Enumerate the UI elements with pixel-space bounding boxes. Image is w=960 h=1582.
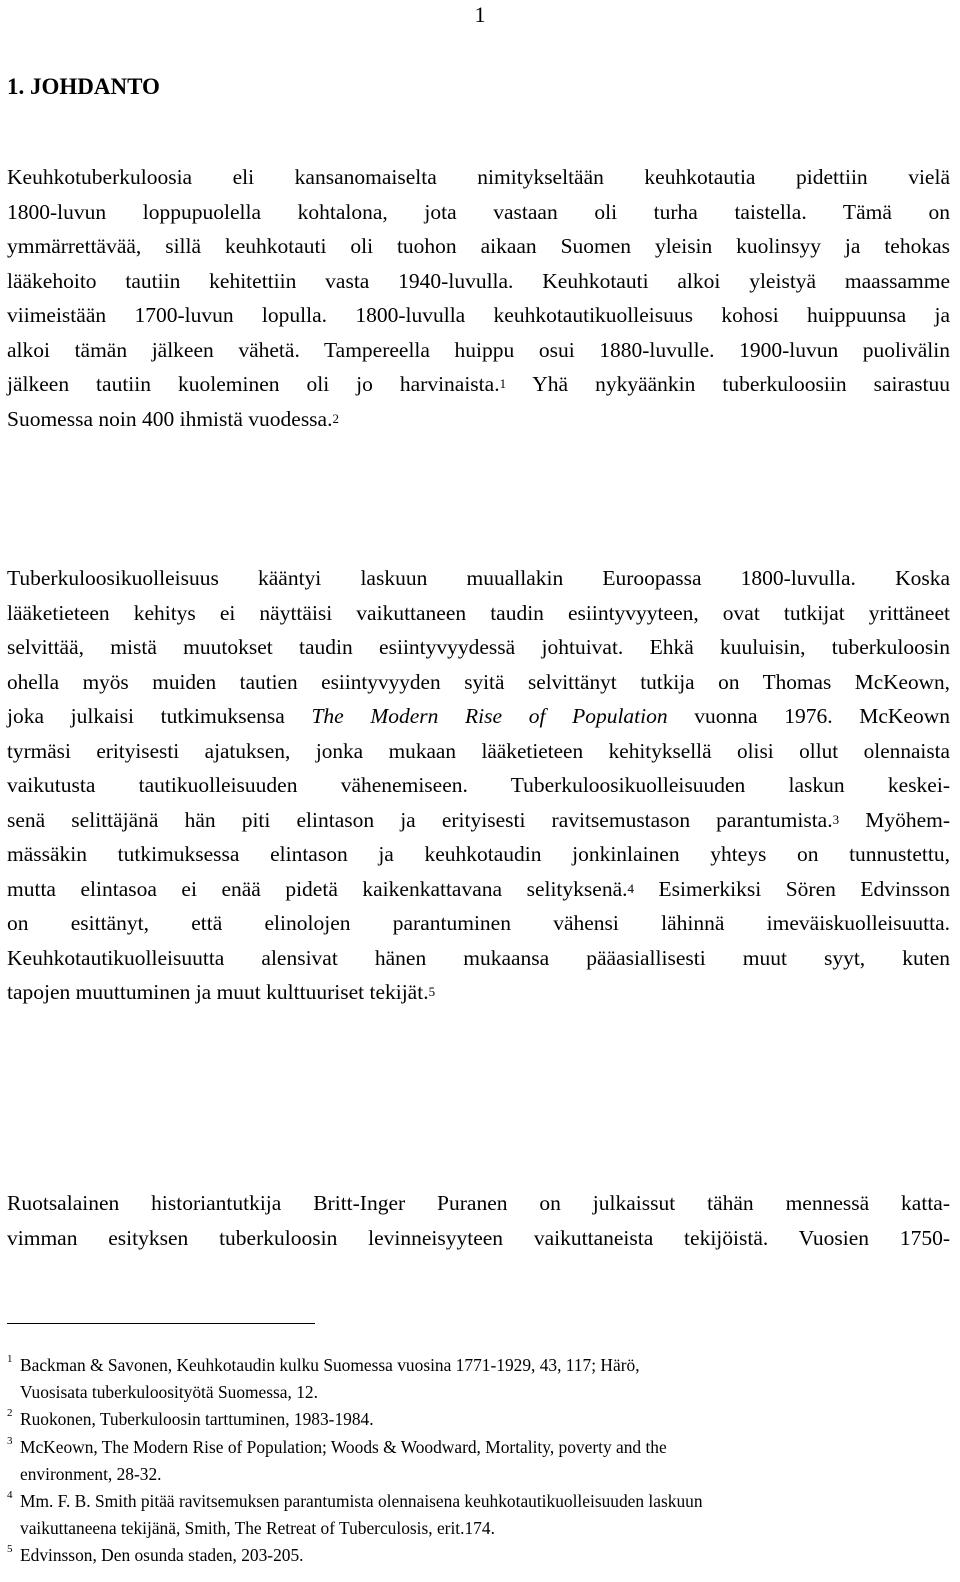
footnote-2 xyxy=(7,1406,957,1433)
text-segment: mutta elintasoa ei enää pidetä kaikenkattavana selityksenä. xyxy=(7,876,628,901)
text-segment: Esimerkiksi Sören Edvinsson xyxy=(658,876,950,901)
text-line xyxy=(7,803,950,838)
text-line: vimman esityksen tuberkuloosin levinneisyyteen vaikuttaneista tekijöistä. Vuosien 1750- xyxy=(7,1225,950,1250)
text-line: Tuberkuloosikuolleisuus kääntyi laskuun muuallakin Euroopassa 1800-luvulla. Koska xyxy=(7,566,950,590)
text-line: mässäkin tutkimuksessa elintason ja keuhkotaudin jonkinlainen yhteys on tunnustettu, xyxy=(7,842,950,866)
footnote-ref-1: 1 xyxy=(499,376,507,391)
text-segment: senä selittäjänä hän piti elintason ja erityisesti ravitsemustason parantumista. xyxy=(7,807,833,832)
footnote-text: Edvinsson, Den osunda staden, 203-205. xyxy=(20,1545,304,1566)
footnote-ref-4: 4 xyxy=(627,880,634,896)
text-line xyxy=(7,367,950,402)
footnote-4 xyxy=(7,1488,957,1542)
text-line xyxy=(7,872,950,907)
text-line: Keuhkotautikuolleisuutta alensivat hänen mukaansa pääasiallisesti muut syyt, kuten xyxy=(7,945,950,970)
footnote-text: Vuosisata tuberkuloosityötä Suomessa, 12. xyxy=(20,1382,318,1403)
text-segment: Suomessa noin 400 ihmistä vuodessa. xyxy=(7,406,333,431)
text-line: on esittänyt, että elinolojen parantuminen vähensi lähinnä imeväiskuolleisuutta. xyxy=(7,911,950,935)
footnote-ref-5: 5 xyxy=(428,984,436,999)
text-segment: joka julkaisi tutkimuksensa xyxy=(7,704,285,728)
text-line: lääketieteen kehitys ei näyttäisi vaikuttaneen taudin esiintyvyyteen, ovat tutkijat yrittäneet xyxy=(7,600,950,625)
text-line: ymmärrettävää, sillä keuhkotauti oli tuohon aikaan Suomen yleisin kuolinsyy ja tehokas xyxy=(7,234,950,258)
text-line: Keuhkotuberkuloosia eli kansanomaiselta nimitykseltään keuhkotautia pidettiin vielä xyxy=(7,165,950,189)
text-segment: tapojen muuttuminen ja muut kulttuuriset tekijät. xyxy=(7,980,429,1004)
footnote-text: Mm. F. B. Smith pitää ravitsemuksen parantumista olennaisena keuhkotautikuolleisuuden laskuun xyxy=(20,1491,703,1512)
footnote-number: 1 xyxy=(7,1353,13,1365)
footnote-number: 5 xyxy=(7,1543,13,1556)
text-segment: Myöhem- xyxy=(865,807,950,832)
footnote-1 xyxy=(7,1352,957,1406)
footnote-text: vaikuttaneena tekijänä, Smith, The Retreat of Tuberculosis, erit.174. xyxy=(20,1518,495,1539)
footnote-number: 3 xyxy=(7,1434,13,1447)
footnote-separator xyxy=(7,1323,315,1324)
text-line: vaikutusta tautikuolleisuuden vähenemiseen. Tuberkuloosikuolleisuuden laskun keskei- xyxy=(7,773,950,797)
text-line xyxy=(7,699,950,734)
text-line: tyrmäsi erityisesti ajatuksen, jonka mukaan lääketieteen kehityksellä olisi ollut olennaista xyxy=(7,738,950,763)
footnote-3 xyxy=(7,1434,957,1488)
footnote-text: McKeown, The Modern Rise of Population; Woods & Woodward, Mortality, poverty and the xyxy=(20,1436,667,1457)
footnotes xyxy=(7,1352,957,1570)
text-line: alkoi tämän jälkeen vähetä. Tampereella huippu osui 1880-luvulle. 1900-luvun puolivälin xyxy=(7,337,950,362)
footnote-ref-3: 3 xyxy=(832,811,840,827)
text-segment: Yhä nykyäänkin tuberkuloosiin sairastuu xyxy=(532,372,951,396)
text-line: lääkehoito tautiin kehitettiin vasta 1940-luvulla. Keuhkotauti alkoi yleistyä maassamme xyxy=(7,268,950,293)
text-segment: jälkeen tautiin kuoleminen oli jo harvinaista. xyxy=(7,372,500,396)
text-line: Ruotsalainen historiantutkija Britt-Inger Puranen on julkaissut tähän mennessä katta- xyxy=(7,1191,950,1215)
footnote-ref-2: 2 xyxy=(332,410,339,426)
paragraph-2 xyxy=(7,561,950,1010)
footnote-text: environment, 28-32. xyxy=(20,1463,162,1484)
footnote-5 xyxy=(7,1542,957,1569)
text-line xyxy=(7,402,950,437)
footnote-number: 2 xyxy=(7,1407,13,1420)
paragraph-3 xyxy=(7,1186,950,1255)
text-line: viimeistään 1700-luvun lopulla. 1800-luvulla keuhkotautikuolleisuus kohosi huippuunsa ja xyxy=(7,303,950,327)
footnote-text: Backman & Savonen, Keuhkotaudin kulku Suomessa vuosina 1771-1929, 43, 117; Härö, xyxy=(20,1355,640,1375)
text-line: selvittää, mistä muutokset taudin esiintyvyydessä johtuivat. Ehkä kuuluisin, tuberkuloosin xyxy=(7,635,950,659)
page-number: 1 xyxy=(474,2,486,27)
text-segment: vuonna 1976. McKeown xyxy=(694,704,950,728)
footnote-number: 4 xyxy=(7,1489,13,1502)
text-line xyxy=(7,975,950,1010)
chapter-heading: 1. JOHDANTO xyxy=(7,74,160,99)
text-line: ohella myös muiden tautien esiintyvyyden syitä selvittänyt tutkija on Thomas McKeown, xyxy=(7,669,950,694)
footnote-text: Ruokonen, Tuberkuloosin tarttuminen, 1983-1984. xyxy=(20,1409,374,1430)
text-line: 1800-luvun loppupuolella kohtalona, jota vastaan oli turha taistella. Tämä on xyxy=(7,199,950,224)
paragraph-1 xyxy=(7,160,950,436)
book-title: The Modern Rise of Population xyxy=(311,704,668,728)
